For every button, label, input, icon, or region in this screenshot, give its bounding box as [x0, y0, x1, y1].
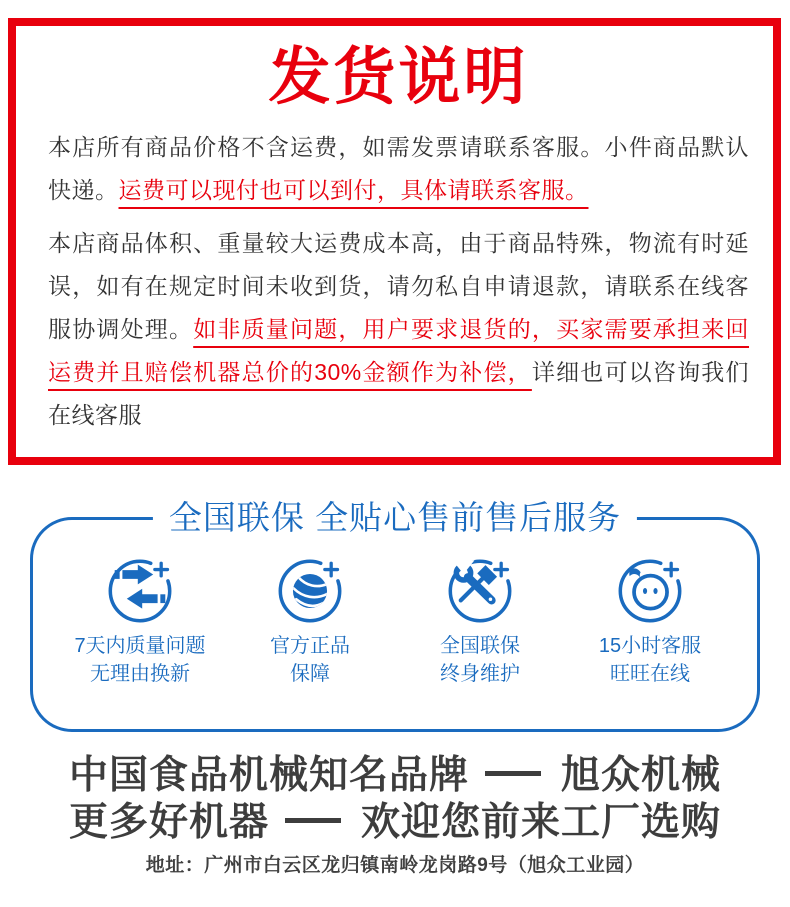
service-item-label: [395, 632, 565, 688]
service-item-label: [225, 632, 395, 688]
service-item-customer-service: [565, 558, 735, 688]
shipping-notice-title: 发货说明: [268, 43, 529, 112]
brand-line1-right-text: 旭众机械: [561, 754, 722, 797]
service-label-line2: 终身维护: [440, 663, 520, 685]
plus-icon: [665, 563, 678, 576]
paragraph-2-tail-text: 详细也可以咨询我们在线客服: [48, 359, 749, 428]
globe-icon: [277, 558, 343, 624]
service-label-line1: 官方正品: [270, 635, 350, 657]
service-label-line2: 保障: [290, 663, 330, 685]
shipping-paragraph-1: [48, 126, 749, 212]
shipping-paragraph-2: [48, 222, 749, 437]
service-label-line1: 全国联保: [440, 635, 520, 657]
brand-line1-left-text: 中国食品机械知名品牌: [68, 754, 469, 797]
paragraph-1-text: 本店所有商品价格不含运费，如需发票请联系客服。小件商品默认快递。: [48, 134, 749, 203]
exchange-arrows-icon: [107, 558, 173, 624]
service-guarantee-panel: [30, 499, 760, 732]
service-label-line1: 7天内质量问题: [74, 635, 206, 657]
brand-line2-right-text: 欢迎您前来工厂选购: [361, 801, 722, 844]
plus-icon: [495, 563, 508, 576]
dash-divider: [285, 818, 341, 823]
plus-icon: [325, 563, 338, 576]
service-label-line1: 15小时客服: [598, 635, 702, 657]
paragraph-2-red-underlined-text: 如非质量问题，用户要求退货的，买家需要承担来回运费并且赔偿机器总价的30%金额作为补偿，: [48, 316, 750, 385]
wangwang-chat-icon: [617, 558, 683, 624]
brand-footer: [0, 752, 790, 878]
brand-slogan-line-1: [0, 752, 790, 799]
paragraph-2-text: 本店商品体积、重量较大运费成本高，由于商品特殊，物流有时延误，如有在规定时间未收到货，请勿私自申请退款，请联系在线客服协调处理。: [48, 230, 749, 342]
page: [0, 18, 790, 878]
service-item-label: [55, 632, 225, 688]
service-label-line2: 无理由换新: [90, 663, 190, 685]
service-item-label: [565, 632, 735, 688]
service-items-row: [33, 520, 757, 688]
service-label-line2: 旺旺在线: [610, 663, 690, 685]
brand-line2-left-text: 更多好机器: [68, 801, 269, 844]
service-item-exchange: [55, 558, 225, 688]
factory-address: 地址：广州市白云区龙归镇南岭龙岗路9号（旭众工业园）: [145, 855, 645, 876]
brand-slogan-line-2: [0, 799, 790, 846]
paragraph-1-red-underlined-text: 运费可以现付也可以到付，具体请联系客服。: [118, 177, 589, 203]
repair-tools-icon: [447, 558, 513, 624]
service-item-authentic: [225, 558, 395, 688]
dash-divider: [485, 771, 541, 776]
service-item-warranty: [395, 558, 565, 688]
service-panel-title: 全国联保 全贴心售前售后服务: [153, 497, 637, 539]
plus-icon: [155, 563, 168, 576]
shipping-notice-box: [8, 18, 781, 465]
